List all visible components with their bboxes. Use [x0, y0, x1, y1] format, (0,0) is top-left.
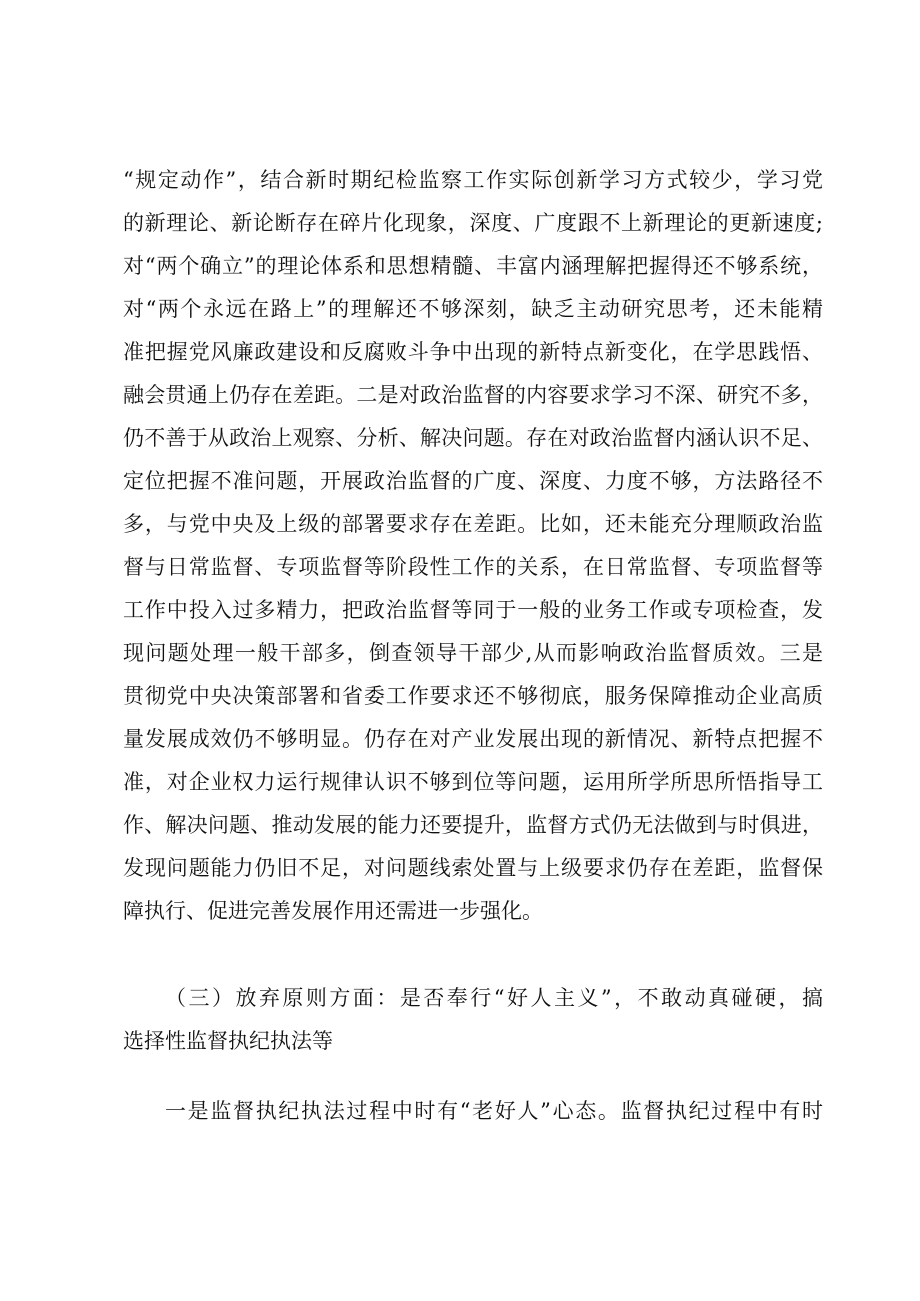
- text-line: 作、解决问题、推动发展的能力还要提升，监督方式仍无法做到与时俱进，: [123, 813, 823, 837]
- text-line: 障执行、促进完善发展作用还需进一步强化。: [123, 899, 543, 923]
- text-line: 定位把握不准问题，开展政治监督的广度、深度、力度不够，方法路径不: [123, 469, 823, 493]
- text-line: “规定动作”，结合新时期纪检监察工作实际创新学习方式较少，学习党: [123, 168, 823, 192]
- text-line: 贯彻党中央决策部署和省委工作要求还不够彻底，服务保障推动企业高质: [123, 684, 823, 708]
- text-line: 一是监督执纪执法过程中时有“老好人”心态。监督执纪过程中有时: [165, 1099, 823, 1123]
- text-line: 仍不善于从政治上观察、分析、解决问题。存在对政治监督内涵认识不足、: [123, 426, 823, 450]
- heading-line: （三）放弃原则方面：是否奉行“好人主义”，不敢动真碰硬，搞: [165, 986, 823, 1010]
- text-line: 发现问题能力仍旧不足，对问题线索处置与上级要求仍存在差距，监督保: [123, 856, 823, 880]
- text-line: 对“两个永远在路上”的理解还不够深刻，缺乏主动研究思考，还未能精: [123, 297, 823, 321]
- paragraph-political-supervision: [123, 159, 823, 933]
- text-line: 督与日常监督、专项监督等阶段性工作的关系，在日常监督、专项监督等: [123, 555, 823, 579]
- text-line: 工作中投入过多精力，把政治监督等同于一般的业务工作或专项检查，发: [123, 598, 823, 622]
- text-line: 现问题处理一般干部多，倒查领导干部少,从而影响政治监督质效。三是: [123, 641, 823, 665]
- text-line: 量发展成效仍不够明显。仍存在对产业发展出现的新情况、新特点把握不: [123, 727, 823, 751]
- text-line: 融会贯通上仍存在差距。二是对政治监督的内容要求学习不深、研究不多，: [123, 383, 823, 407]
- text-line: 对“两个确立”的理论体系和思想精髓、丰富内涵理解把握得还不够系统，: [123, 254, 823, 278]
- text-line: 准，对企业权力运行规律认识不够到位等问题，运用所学所思所悟指导工: [123, 770, 823, 794]
- text-line: 的新理论、新论断存在碎片化现象，深度、广度跟不上新理论的更新速度;: [123, 211, 823, 235]
- heading-line: 选择性监督执纪执法等: [123, 1029, 333, 1053]
- section-heading: [123, 977, 823, 1063]
- paragraph-good-person-mentality: [123, 1090, 823, 1133]
- text-line: 准把握党风廉政建设和反腐败斗争中出现的新特点新变化，在学思践悟、: [123, 340, 823, 364]
- text-line: 多，与党中央及上级的部署要求存在差距。比如，还未能充分理顺政治监: [123, 512, 823, 536]
